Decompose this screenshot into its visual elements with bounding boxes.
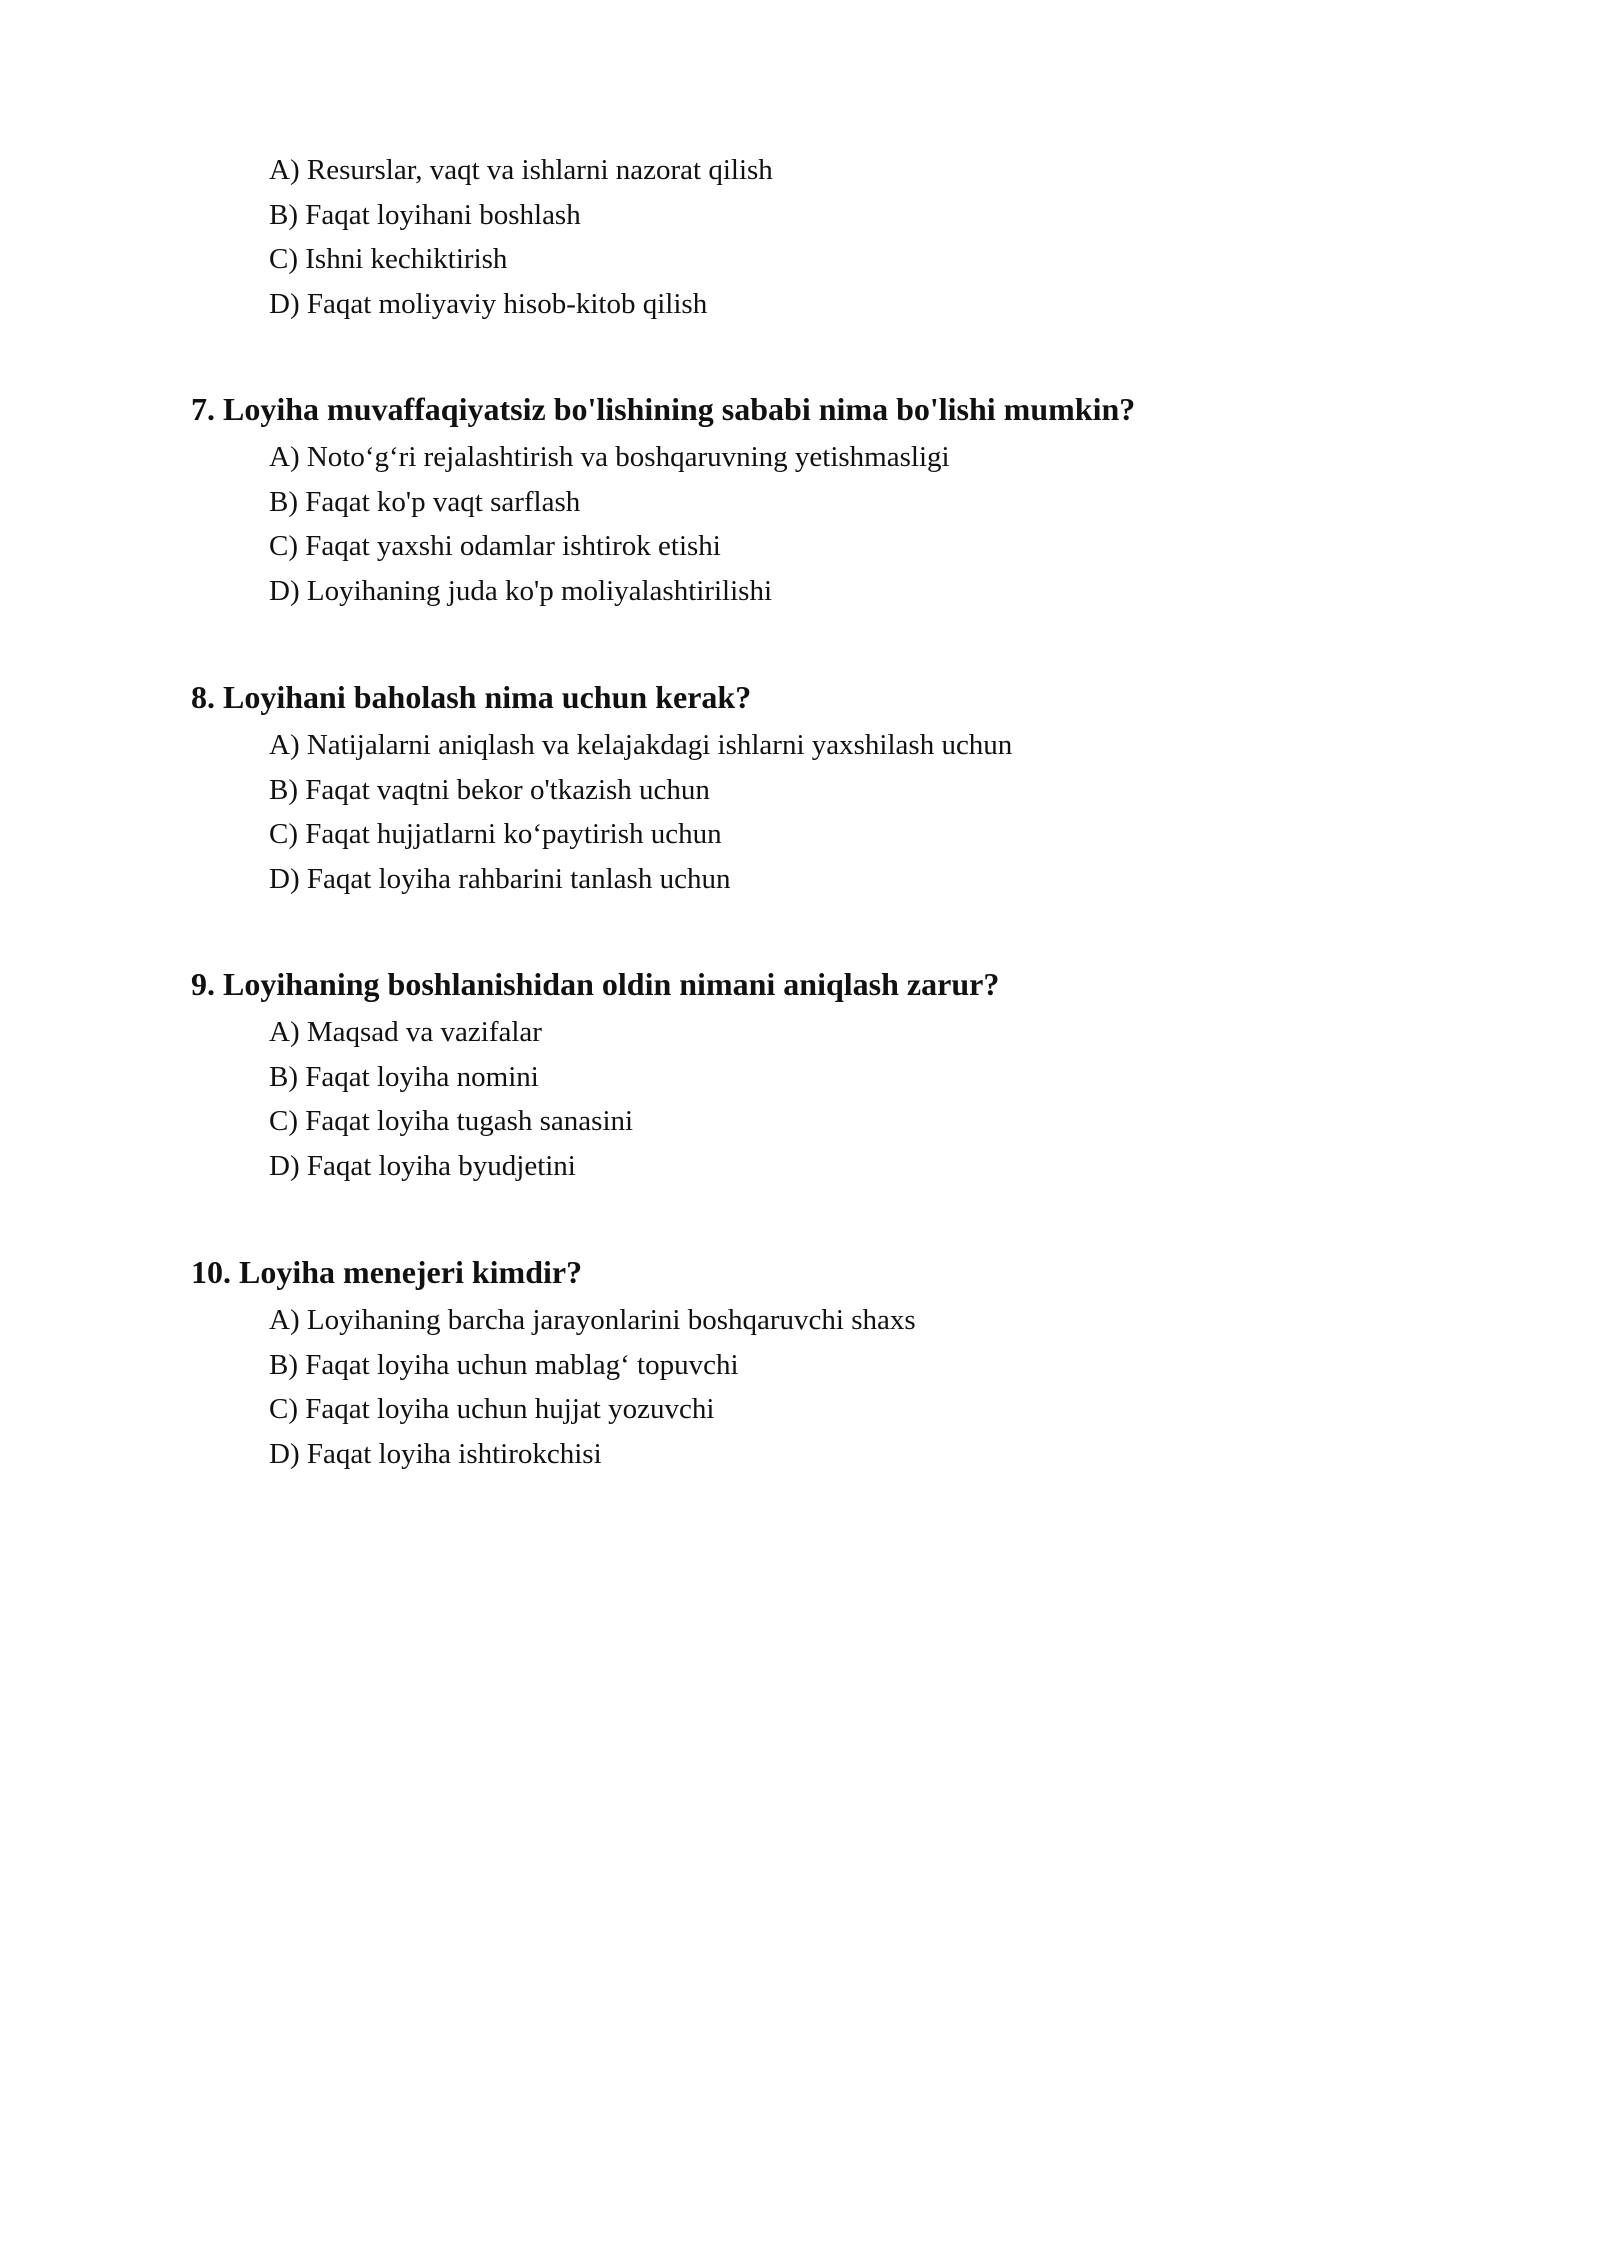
question-options [0,1010,1600,1188]
question-options [0,435,1600,613]
question-8 [0,675,1600,901]
answer-option-c: C) Faqat yaxshi odamlar ishtirok etishi [269,530,721,562]
answer-option-b: B) Faqat loyiha uchun mablag‘ topuvchi [269,1348,739,1381]
answer-option-d: D) Loyihaning juda ko'p moliyalashtirilishi [269,574,772,607]
answer-option-b: B) Faqat loyiha nomini [269,1060,539,1093]
question-9 [0,962,1600,1188]
question-title: 9. Loyihaning boshlanishidan oldin nimani aniqlash zarur? [191,966,1000,1002]
answer-option-a: A) Loyihaning barcha jarayonlarini boshqaruvchi shaxs [269,1304,916,1336]
question-title: 8. Loyihani baholash nima uchun kerak? [191,679,752,715]
answer-option-c: C) Faqat loyiha uchun hujjat yozuvchi [269,1393,715,1425]
answer-option-a: A) Natijalarni aniqlash va kelajakdagi ishlarni yaxshilash uchun [269,729,1013,761]
answer-option-d: D) Faqat loyiha byudjetini [269,1149,576,1182]
question-title: 7. Loyiha muvaffaqiyatsiz bo'lishining sababi nima bo'lishi mumkin? [191,391,1136,427]
answer-option-c: C) Faqat hujjatlarni ko‘paytirish uchun [269,818,722,850]
answer-option-b: B) Faqat loyihani boshlash [269,198,581,231]
question-options [0,723,1600,901]
answer-option-a: A) Maqsad va vazifalar [269,1016,542,1048]
answer-option-d: D) Faqat moliyaviy hisob-kitob qilish [269,287,708,320]
answer-option-a: A) Noto‘g‘ri rejalashtirish va boshqaruvning yetishmasligi [269,441,950,473]
question-6-options [0,148,773,326]
answer-option-b: B) Faqat ko'p vaqt sarflash [269,485,581,518]
answer-option-a: A) Resurslar, vaqt va ishlarni nazorat qilish [269,154,773,186]
question-7 [0,387,1600,613]
question-options [0,1298,1600,1476]
question-10 [0,1250,1600,1476]
answer-option-c: C) Ishni kechiktirish [269,243,508,275]
answer-option-b: B) Faqat vaqtni bekor o'tkazish uchun [269,773,710,806]
answer-option-d: D) Faqat loyiha ishtirokchisi [269,1437,602,1470]
answer-option-c: C) Faqat loyiha tugash sanasini [269,1105,634,1137]
answer-option-d: D) Faqat loyiha rahbarini tanlash uchun [269,862,731,895]
question-title: 10. Loyiha menejeri kimdir? [191,1254,583,1290]
